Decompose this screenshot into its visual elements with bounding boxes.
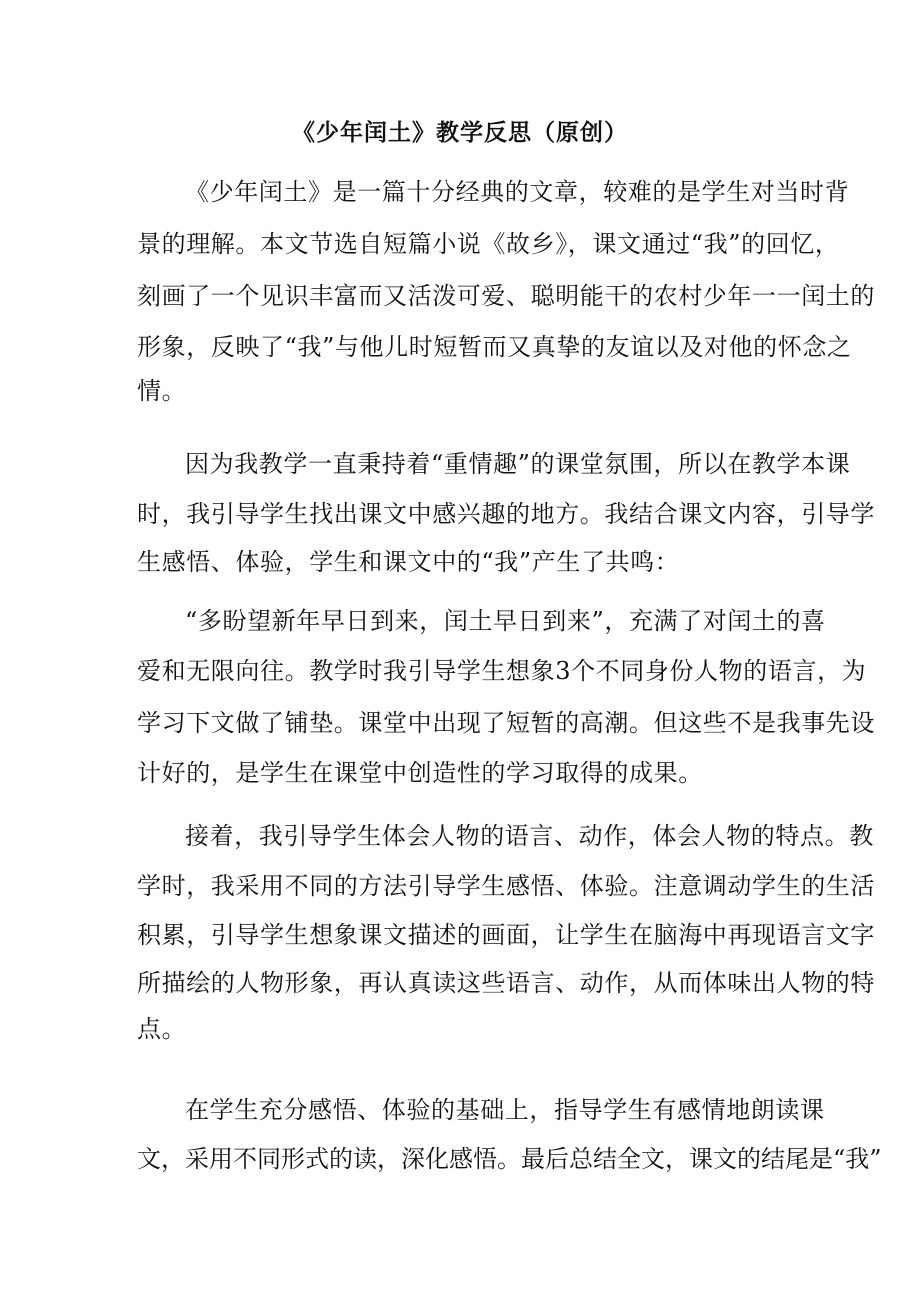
document-title: 《少年闰土》教学反思（原创）: [292, 120, 628, 146]
paragraph-1-line-4: 形象，反映了“我”与他儿时短暂而又真挚的友谊以及对他的怀念之: [137, 333, 852, 361]
paragraph-4-line-3: 积累，引导学生想象课文描述的画面，让学生在脑海中再现语言文字: [137, 921, 875, 949]
paragraph-5-line-2: 文，采用不同形式的读，深化感悟。最后总结全文，课文的结尾是“我”: [137, 1145, 882, 1173]
paragraph-4-line-4: 所描绘的人物形象，再认真读这些语言、动作，从而体味出人物的特: [137, 969, 875, 997]
paragraph-2-line-3: 生感悟、体验，学生和课文中的“我”产生了共鸣：: [137, 548, 680, 576]
paragraph-4-line-2: 学时，我采用不同的方法引导学生感悟、体验。注意调动学生的生活: [137, 872, 875, 900]
paragraph-2-line-1: 因为我教学一直秉持着“重情趣”的课堂氛围，所以在教学本课: [185, 450, 851, 478]
paragraph-4-line-5: 点。: [137, 1015, 187, 1043]
paragraph-3-line-2: 爱和无限向往。教学时我引导学生想象3个不同身份人物的语言，为: [137, 657, 867, 685]
paragraph-4-line-1: 接着，我引导学生体会人物的语言、动作，体会人物的特点。教: [185, 822, 874, 850]
paragraph-5-line-1: 在学生充分感悟、体验的基础上，指导学生有感情地朗读课: [185, 1096, 825, 1124]
paragraph-3-line-3: 学习下文做了铺垫。课堂中出现了短暂的高潮。但这些不是我事先设: [137, 709, 875, 737]
paragraph-3-line-4: 计好的，是学生在课堂中创造性的学习取得的成果。: [137, 759, 703, 787]
paragraph-1-line-3: 刻画了一个见识丰富而又活泼可爱、聪明能干的农村少年一一闰土的: [137, 282, 875, 310]
paragraph-1-line-2: 景的理解。本文节选自短篇小说《故乡》，课文通过“我”的回忆，: [137, 230, 840, 258]
paragraph-3-line-1: “多盼望新年早日到来，闰土早日到来”，充满了对闰土的喜: [185, 607, 826, 635]
paragraph-1-line-1: 《少年闰土》是一篇十分经典的文章，较难的是学生对当时背: [185, 178, 850, 206]
paragraph-1-line-5: 情。: [137, 377, 187, 405]
paragraph-2-line-2: 时，我引导学生找出课文中感兴趣的地方。我结合课文内容，引导学: [137, 500, 875, 528]
